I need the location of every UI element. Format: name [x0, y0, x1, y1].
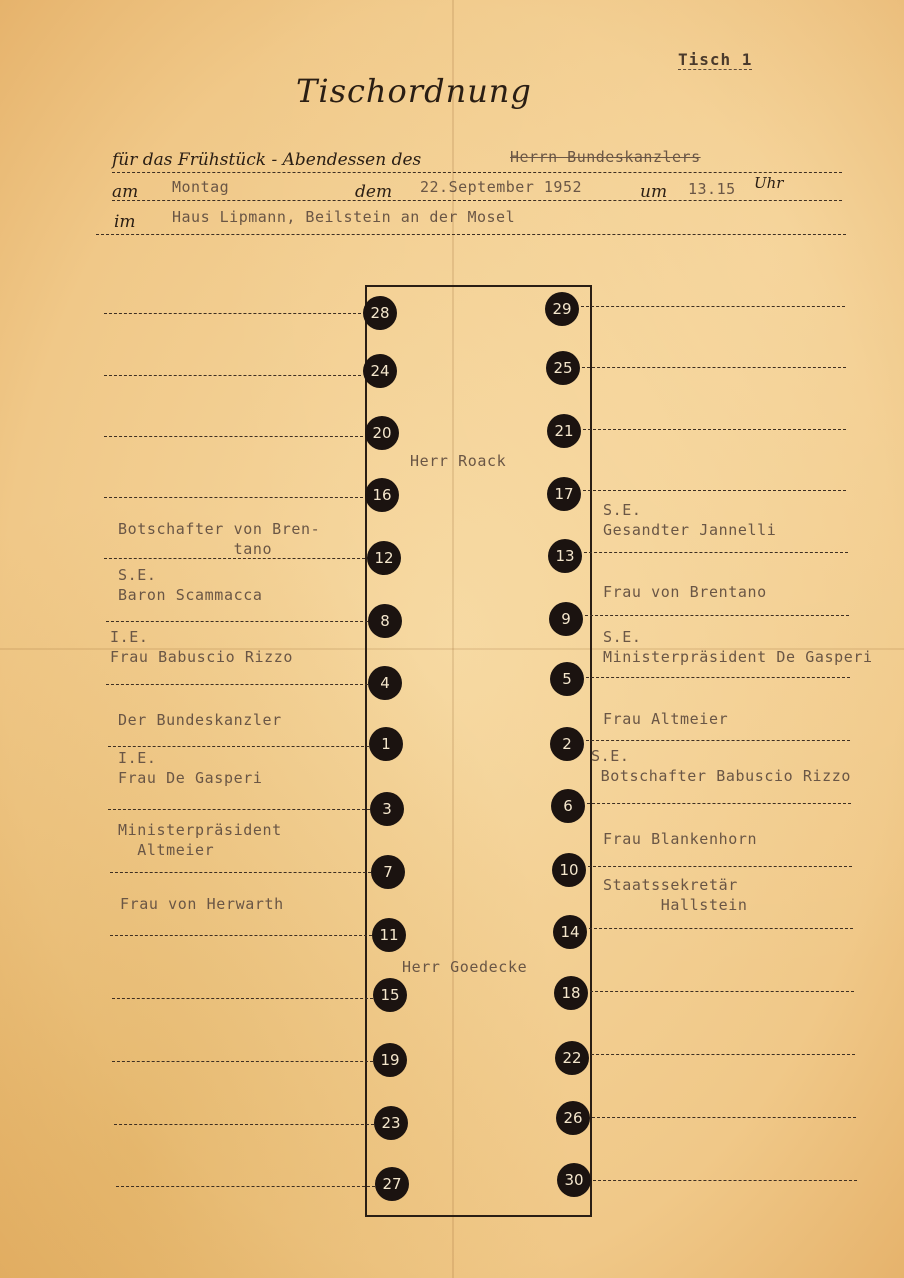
guest-name-left: Frau von Herwarth — [120, 895, 284, 913]
seat-marker: 20 — [365, 416, 399, 450]
seat-marker: 12 — [367, 541, 401, 575]
seat-marker: 2 — [550, 727, 584, 761]
seat-line — [586, 677, 850, 678]
seat-line — [104, 313, 361, 314]
seat-line — [587, 803, 851, 804]
seat-marker: 5 — [550, 662, 584, 696]
table-number: Tisch 1 — [678, 50, 753, 69]
line-3 — [96, 234, 846, 235]
seat-line — [110, 872, 371, 873]
seat-marker: 18 — [554, 976, 588, 1010]
seat-marker: 30 — [557, 1163, 591, 1197]
seat-line — [106, 621, 368, 622]
seat-marker: 28 — [363, 296, 397, 330]
seat-marker: 26 — [556, 1101, 590, 1135]
seat-marker: 14 — [553, 915, 587, 949]
seat-marker: 29 — [545, 292, 579, 326]
date: 22.September 1952 — [420, 178, 583, 196]
center-name-bottom: Herr Goedecke — [402, 958, 528, 976]
seat-line — [114, 1124, 374, 1125]
guest-name-right: S.E. Ministerpräsident De Gasperi — [603, 628, 873, 666]
seat-marker: 21 — [547, 414, 581, 448]
seat-marker: 13 — [548, 539, 582, 573]
host-name: Herrn Bundeskanzlers — [510, 148, 701, 166]
seat-line — [583, 490, 846, 491]
seat-line — [591, 1054, 855, 1055]
seat-marker: 24 — [363, 354, 397, 388]
seat-line — [110, 935, 372, 936]
seat-line — [592, 1117, 856, 1118]
day: Montag — [172, 178, 230, 196]
seat-marker: 23 — [374, 1106, 408, 1140]
seat-marker: 3 — [370, 792, 404, 826]
seat-marker: 11 — [372, 918, 406, 952]
guest-name-left: Der Bundeskanzler — [118, 711, 282, 729]
seat-marker: 1 — [369, 727, 403, 761]
seat-line — [112, 1061, 373, 1062]
seat-line — [585, 615, 849, 616]
seat-marker: 16 — [365, 478, 399, 512]
seat-line — [582, 367, 846, 368]
um-label: um — [640, 182, 668, 202]
seat-line — [590, 991, 854, 992]
seat-marker: 4 — [368, 666, 402, 700]
seat-line — [589, 928, 853, 929]
guest-name-left: Ministerpräsident Altmeier — [118, 821, 282, 859]
guest-name-right: S.E. Gesandter Jannelli — [603, 501, 777, 539]
seat-line — [112, 998, 373, 999]
seat-line — [581, 306, 845, 307]
line-2 — [112, 200, 842, 201]
seat-line — [108, 809, 370, 810]
seat-marker: 22 — [555, 1041, 589, 1075]
am-label: am — [112, 182, 139, 202]
guest-name-right: Frau von Brentano — [603, 583, 767, 601]
seat-marker: 15 — [373, 978, 407, 1012]
place: Haus Lipmann, Beilstein an der Mosel — [172, 208, 516, 226]
seat-marker: 25 — [546, 351, 580, 385]
seat-line — [588, 866, 852, 867]
seat-marker: 19 — [373, 1043, 407, 1077]
seat-line — [104, 497, 363, 498]
page-title: Tischordnung — [296, 72, 532, 110]
guest-name-right: S.E. Botschafter Babuscio Rizzo — [591, 747, 852, 785]
seat-marker: 7 — [371, 855, 405, 889]
guest-name-right: Staatssekretär Hallstein — [603, 876, 748, 914]
guest-name-left: I.E. Frau De Gasperi — [118, 749, 263, 787]
seat-marker: 6 — [551, 789, 585, 823]
seat-marker: 27 — [375, 1167, 409, 1201]
seat-marker: 10 — [552, 853, 586, 887]
seat-line — [584, 552, 848, 553]
for-label: für das Frühstück - Abendessen des — [112, 150, 422, 170]
guest-name-left: Botschafter von Bren- tano — [118, 520, 321, 558]
seat-line — [104, 375, 361, 376]
guest-name-right: Frau Altmeier — [603, 710, 729, 728]
im-label: im — [114, 212, 136, 232]
line-1 — [112, 172, 842, 173]
seat-line — [583, 429, 846, 430]
seat-marker: 9 — [549, 602, 583, 636]
guest-name-right: Frau Blankenhorn — [603, 830, 758, 848]
guest-name-left: I.E. Frau Babuscio Rizzo — [110, 628, 293, 666]
seat-marker: 17 — [547, 477, 581, 511]
uhr-label: Uhr — [754, 174, 784, 192]
seat-line — [106, 684, 368, 685]
seat-line — [116, 1186, 375, 1187]
seat-marker: 8 — [368, 604, 402, 638]
dem-label: dem — [355, 182, 393, 202]
seat-line — [593, 1180, 857, 1181]
time: 13.15 — [688, 180, 736, 198]
guest-name-left: S.E. Baron Scammacca — [118, 566, 263, 604]
seat-line — [586, 740, 850, 741]
seat-line — [104, 436, 363, 437]
center-name-top: Herr Roack — [410, 452, 507, 470]
seat-line — [108, 746, 369, 747]
